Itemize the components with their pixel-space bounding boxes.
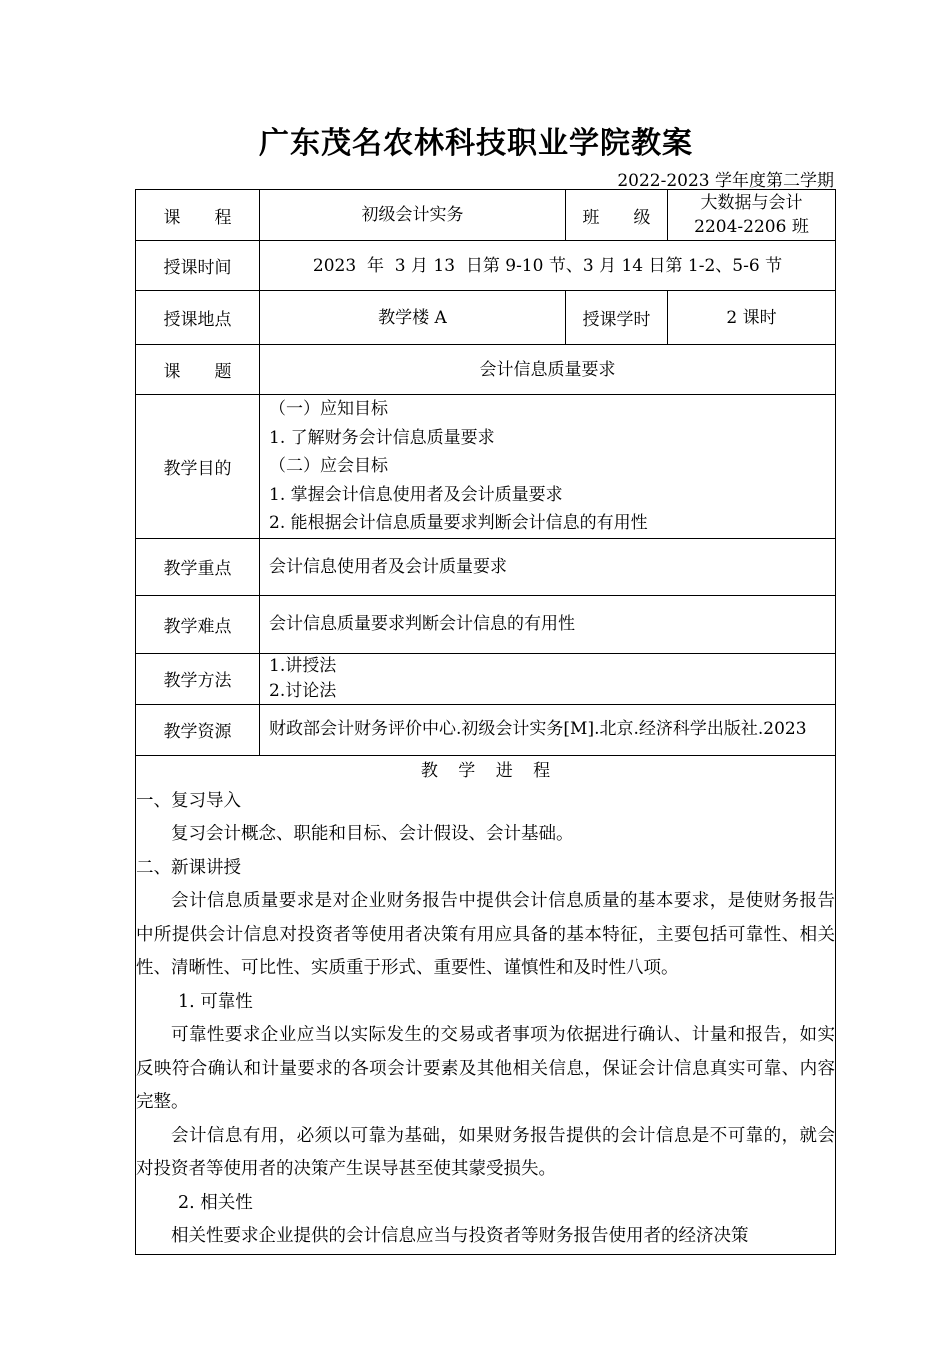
place-row bbox=[136, 291, 836, 345]
hours-value: 2 课时 bbox=[668, 291, 836, 345]
resource-value: 财政部会计财务评价中心.初级会计实务[M].北京.经济科学出版社.2023 bbox=[260, 704, 836, 755]
item-heading: 2. 相关性 bbox=[178, 1192, 253, 1213]
method-value bbox=[260, 653, 836, 704]
paragraph: 相关性要求企业提供的会计信息应当与投资者等财务报告使用者的经济决策 bbox=[171, 1226, 749, 1246]
method-label: 教学方法 bbox=[136, 653, 260, 704]
time-row bbox=[136, 241, 836, 291]
method-line: 2.讨论法 bbox=[269, 680, 337, 701]
progress-body bbox=[136, 785, 835, 1254]
class-value bbox=[668, 190, 836, 241]
objective-line: （一）应知目标 bbox=[269, 399, 388, 419]
paragraph: 会计信息有用，必须以可靠为基础，如果财务报告提供的会计信息是不可靠的，就会对投资者等使用者的决策产生误导甚至使其蒙受损失。 bbox=[136, 1125, 835, 1179]
section-heading: 二、新课讲授 bbox=[136, 857, 241, 878]
objective-line: 1. 掌握会计信息使用者及会计质量要求 bbox=[269, 484, 563, 505]
class-label: 班 级 bbox=[566, 190, 668, 241]
key-point-value: 会计信息使用者及会计质量要求 bbox=[260, 538, 836, 595]
objective-line: 1. 了解财务会计信息质量要求 bbox=[269, 427, 495, 448]
method-line: 1.讲授法 bbox=[269, 655, 337, 676]
objectives-value bbox=[260, 395, 836, 539]
method-row bbox=[136, 653, 836, 704]
topic-value: 会计信息质量要求 bbox=[260, 345, 836, 395]
key-point-label: 教学重点 bbox=[136, 538, 260, 595]
academic-term: 2022-2023 学年度第二学期 bbox=[617, 171, 834, 191]
resource-label: 教学资源 bbox=[136, 704, 260, 755]
key-point-row bbox=[136, 538, 836, 595]
teaching-progress bbox=[136, 755, 836, 1254]
class-value-line2: 2204-2206 班 bbox=[694, 217, 809, 237]
objective-line: （二）应会目标 bbox=[269, 456, 388, 476]
time-value: 2023 年 3 月 13 日第 9-10 节、3 月 14 日第 1-2、5-6 节 bbox=[260, 241, 836, 291]
paragraph: 复习会计概念、职能和目标、会计假设、会计基础。 bbox=[171, 824, 574, 844]
item-heading: 1. 可靠性 bbox=[178, 991, 253, 1012]
place-label: 授课地点 bbox=[136, 291, 260, 345]
difficulty-row bbox=[136, 595, 836, 653]
course-label: 课 程 bbox=[136, 190, 260, 241]
paragraph: 可靠性要求企业应当以实际发生的交易或者事项为依据进行确认、计量和报告，如实反映符合确认和计量要求的各项会计要素及其他相关信息，保证会计信息真实可靠、内容完整。 bbox=[136, 1025, 835, 1112]
difficulty-value: 会计信息质量要求判断会计信息的有用性 bbox=[260, 595, 836, 653]
course-row bbox=[136, 190, 836, 241]
progress-title: 教学进程 bbox=[420, 760, 571, 781]
resource-row bbox=[136, 704, 836, 755]
document-title: 广东茂名农林科技职业学院教案 bbox=[259, 126, 693, 161]
time-label: 授课时间 bbox=[136, 241, 260, 291]
paragraph: 会计信息质量要求是对企业财务报告中提供会计信息质量的基本要求，是使财务报告中所提供会计信息对投资者等使用者决策有用应具备的基本特征，主要包括可靠性、相关性、清晰性、可比性、实质重于形式、重要性、谨慎性和及时性八项。 bbox=[136, 891, 835, 978]
difficulty-label: 教学难点 bbox=[136, 595, 260, 653]
objective-line: 2. 能根据会计信息质量要求判断会计信息的有用性 bbox=[269, 513, 648, 533]
topic-label: 课 题 bbox=[136, 345, 260, 395]
objectives-label: 教学目的 bbox=[136, 395, 260, 539]
progress-row bbox=[136, 755, 836, 1254]
class-value-line1: 大数据与会计 bbox=[700, 193, 803, 213]
place-value: 教学楼 A bbox=[260, 291, 566, 345]
objectives-row bbox=[136, 395, 836, 539]
course-value: 初级会计实务 bbox=[260, 190, 566, 241]
hours-label: 授课学时 bbox=[566, 291, 668, 345]
topic-row bbox=[136, 345, 836, 395]
section-heading: 一、复习导入 bbox=[136, 790, 241, 811]
lesson-plan-table bbox=[135, 189, 836, 1255]
